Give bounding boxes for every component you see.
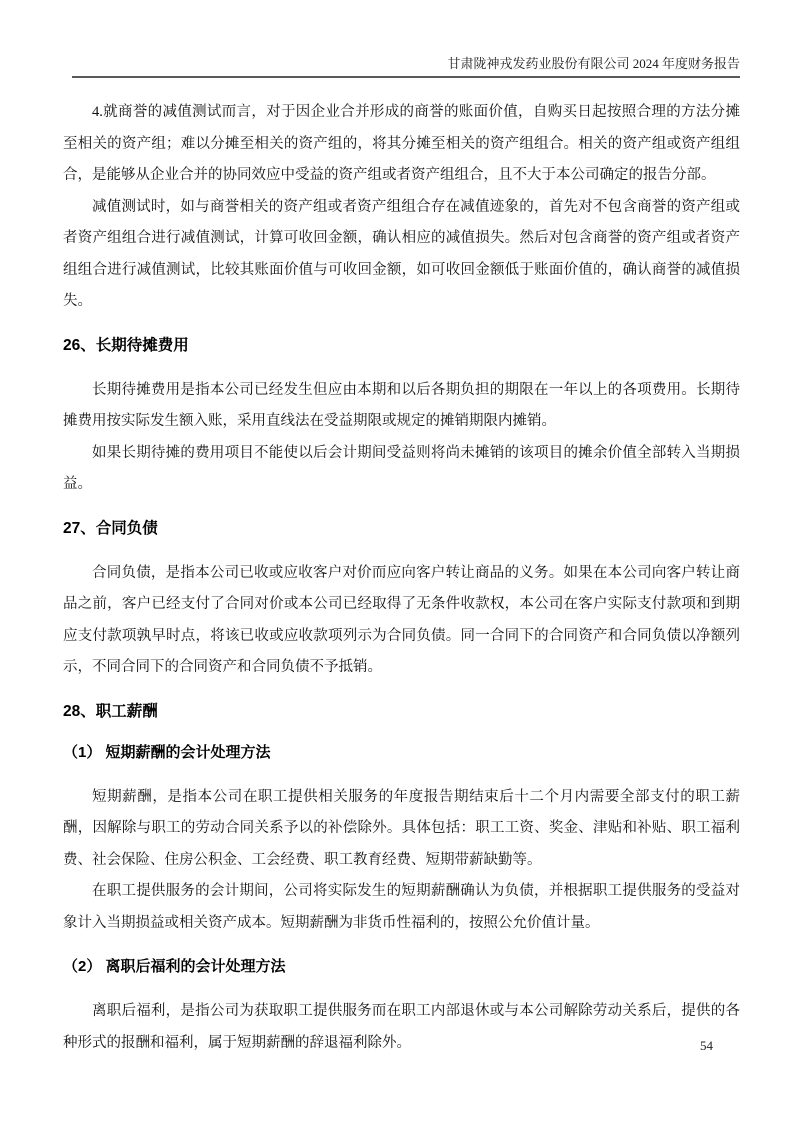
paragraph-goodwill-impairment-1: 4.就商誉的减值测试而言，对于因企业合并形成的商誉的账面价值，自购买日起按照合理的方法分摊至相关的资产组；难以分摊至相关的资产组的，将其分摊至相关的资产组组合。相关的资产组或资产组组合，是能够从企业合并的协同效应中受益的资产组或者资产组组合，且不大于本公司确定的报告分部。 xyxy=(63,104,740,183)
paragraph-long-term-deferred-expenses-2: 如果长期待摊的费用项目不能使以后会计期间受益则将尚未摊销的该项目的摊余价值全部转入当期损益。 xyxy=(63,444,740,492)
paragraph-contract-liabilities: 合同负债，是指本公司已收或应收客户对价而应向客户转让商品的义务。如果在本公司向客户转让商品之前，客户已经支付了合同对价或本公司已经取得了无条件收款权，本公司在客户实际支付款项和到期应支付款项孰早时点，将该已收或应收款项列示为合同负债。同一合同下的合同资产和合同负债以净额列示，不同合同下的合同资产和合同负债不予抵销。 xyxy=(63,564,740,675)
subsection-heading-28-2-post-employment-benefits: （2） 离职后福利的会计处理方法 xyxy=(63,958,286,975)
section-heading-28-employee-compensation: 28、职工薪酬 xyxy=(63,702,158,720)
paragraph-goodwill-impairment-2: 减值测试时，如与商誉相关的资产组或者资产组组合存在减值迹象的，首先对不包含商誉的资产组或者资产组组合进行减值测试，计算可收回金额，确认相应的减值损失。然后对包含商誉的资产组或者资产组组合进行减值测试，比较其账面价值与可收回金额，如可收回金额低于账面价值的，确认商誉的减值损失。 xyxy=(63,198,740,309)
page-header xyxy=(72,56,740,78)
document-body xyxy=(63,78,740,1059)
paragraph-short-term-compensation-1: 短期薪酬，是指本公司在职工提供相关服务的年度报告期结束后十二个月内需要全部支付的职工薪酬，因解除与职工的劳动合同关系予以的补偿除外。具体包括：职工工资、奖金、津贴和补贴、职工福利费、社会保险、住房公积金、工会经费、职工教育经费、短期带薪缺勤等。 xyxy=(63,788,740,868)
paragraph-long-term-deferred-expenses-1: 长期待摊费用是指本公司已经发生但应由本期和以后各期负担的期限在一年以上的各项费用。长期待摊费用按实际发生额入账，采用直线法在受益期限或规定的摊销期限内摊销。 xyxy=(63,381,740,429)
paragraph-post-employment-benefits: 离职后福利，是指公司为获取职工提供服务而在职工内部退休或与本公司解除劳动关系后，提供的各种形式的报酬和福利，属于短期薪酬的辞退福利除外。 xyxy=(63,1003,740,1051)
subsection-heading-28-1-short-term-compensation: （1） 短期薪酬的会计处理方法 xyxy=(63,743,271,761)
paragraph-short-term-compensation-2: 在职工提供服务的会计期间，公司将实际发生的短期薪酬确认为负债，并根据职工提供服务的受益对象计入当期损益或相关资产成本。短期薪酬为非货币性福利的，按照公允价值计量。 xyxy=(63,883,740,931)
header-title: 甘肃陇神戎发药业股份有限公司 2024 年度财务报告 xyxy=(447,56,740,71)
page-number: 54 xyxy=(700,1038,713,1053)
section-heading-26-long-term-deferred-expenses: 26、长期待摊费用 xyxy=(63,336,189,354)
section-heading-27-contract-liabilities: 27、合同负债 xyxy=(63,519,158,537)
